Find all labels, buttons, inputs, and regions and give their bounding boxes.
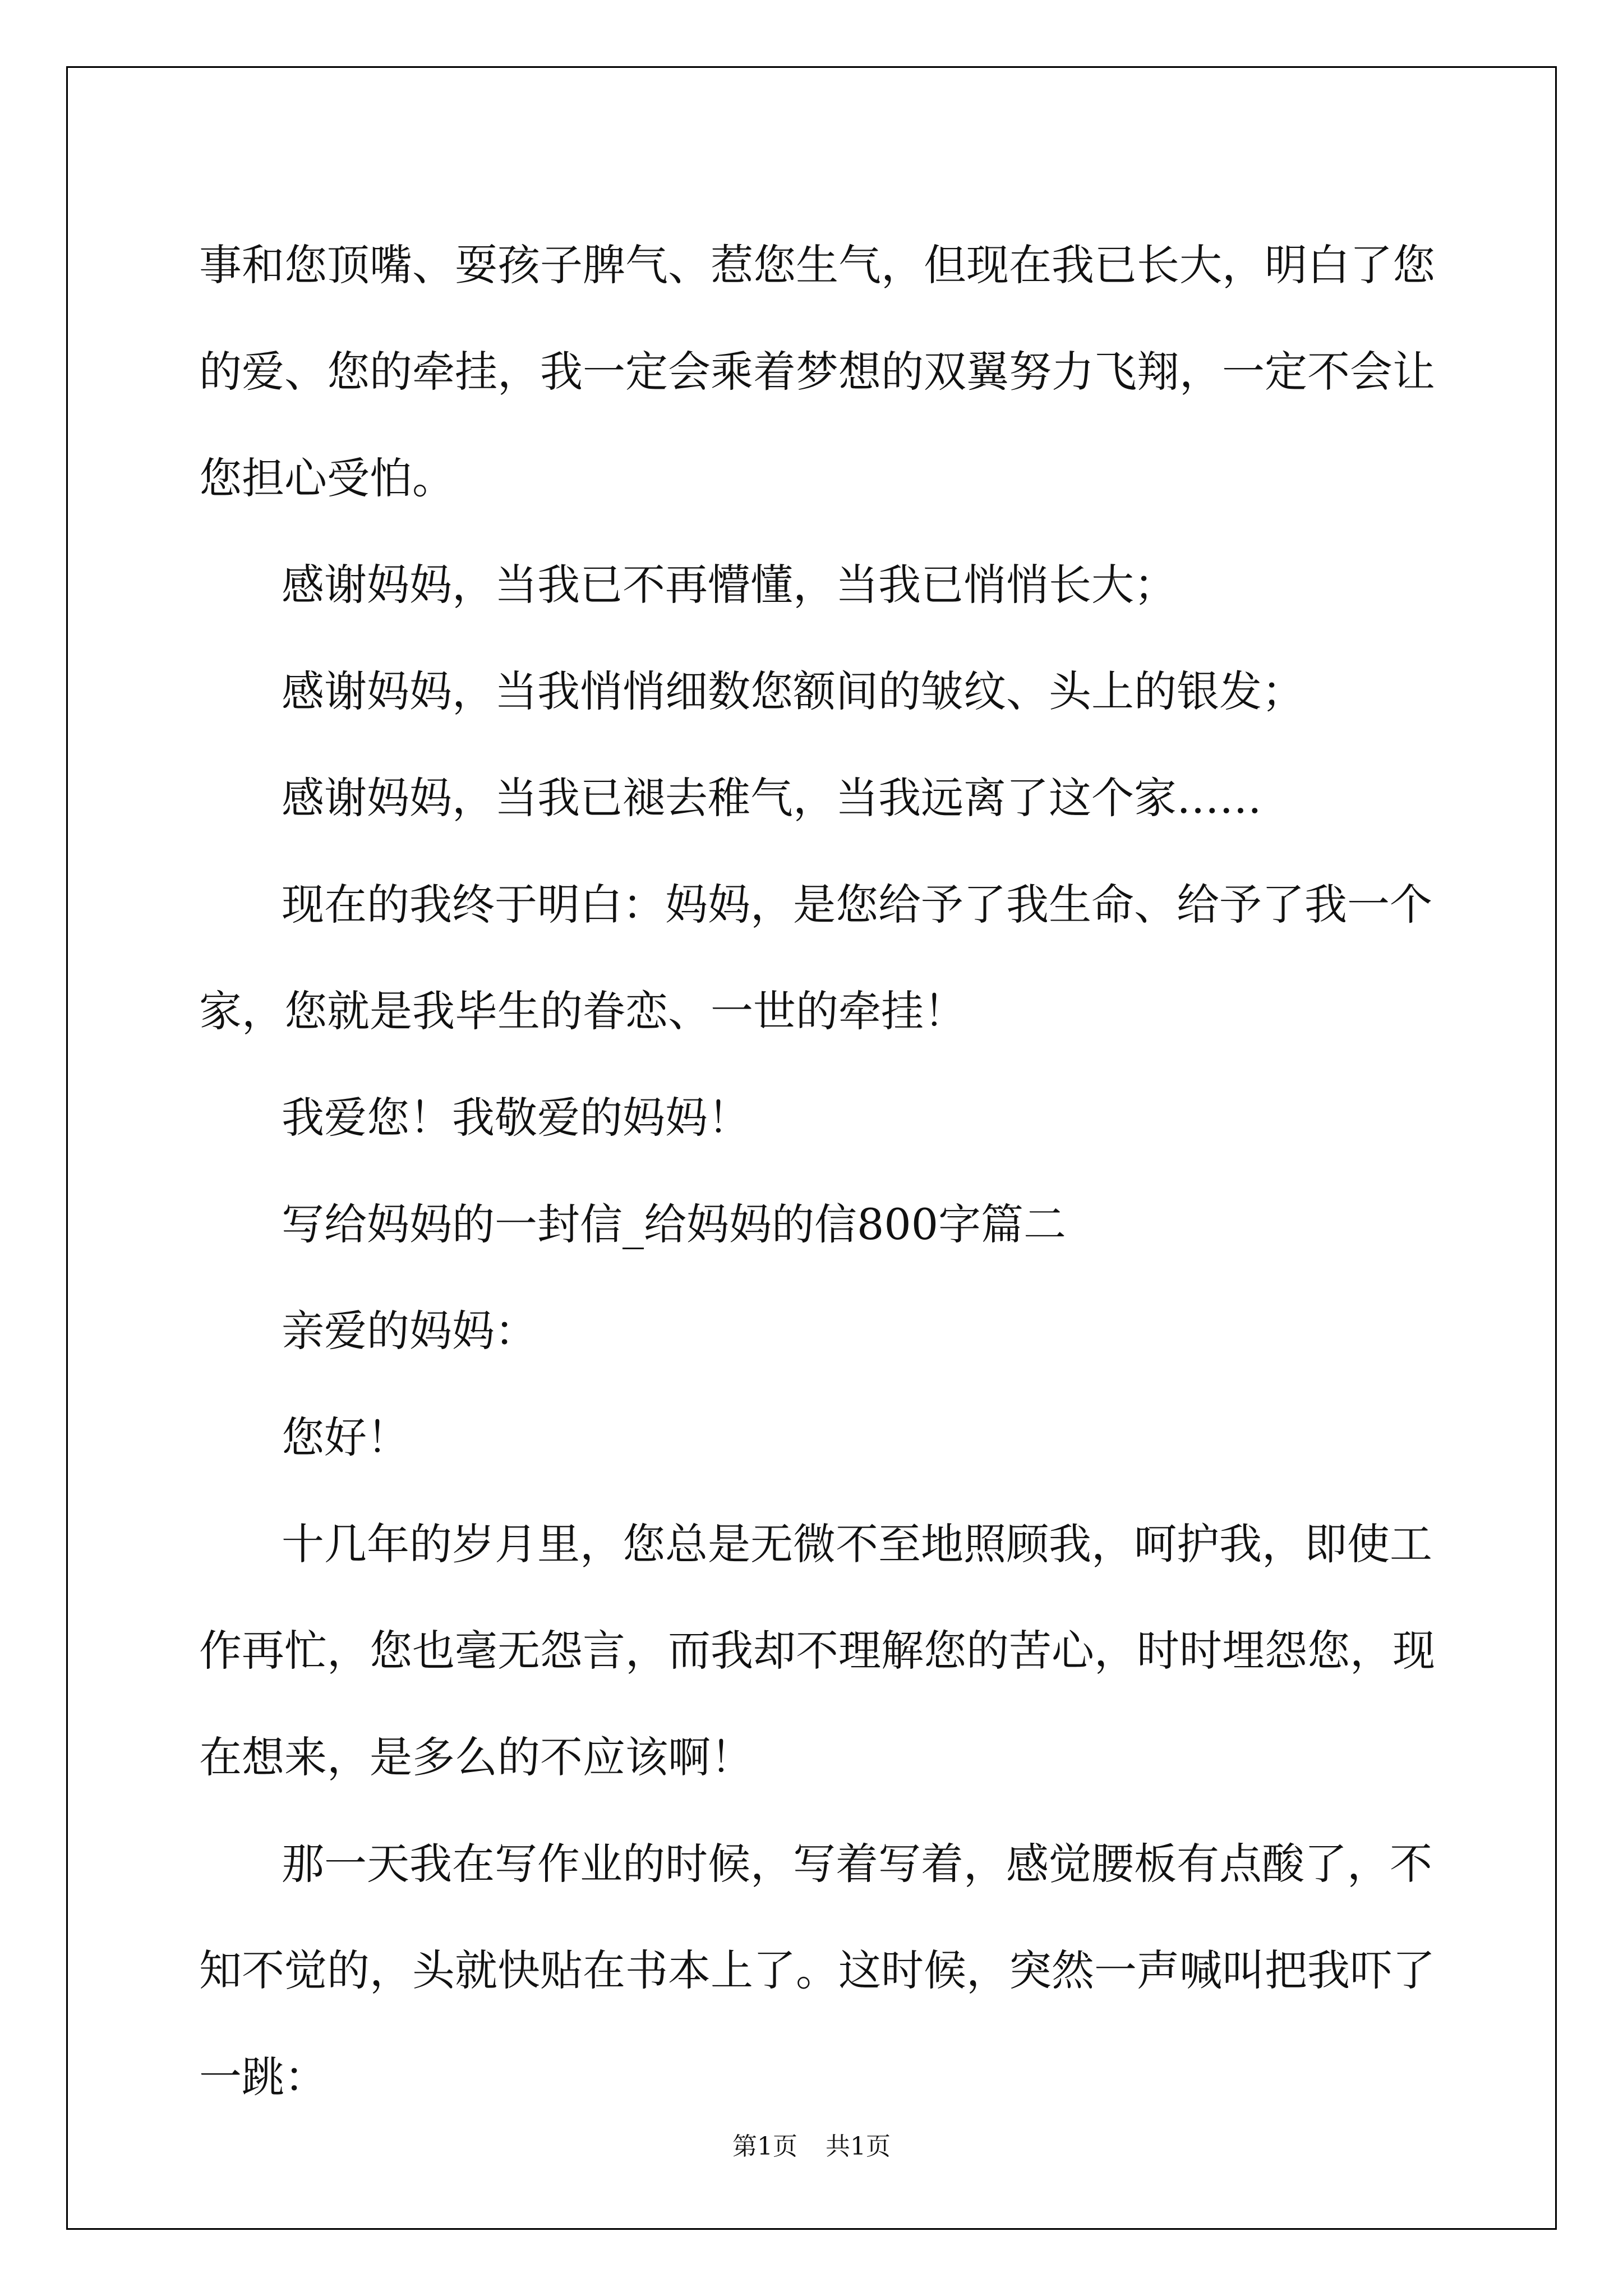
paragraph: 感谢妈妈，当我已不再懵懂，当我已悄悄长大； [282, 560, 1177, 610]
paragraph: 那一天我在写作业的时候，写着写着，感觉腰板有点酸了，不知不觉的，头就快贴在书本上了。这时候，突然一声喊叫把我吓了一跳： [199, 1839, 1435, 2102]
page-number-total: 共1页 [826, 2132, 891, 2161]
document-body [199, 212, 1467, 2131]
letter-salutation: 亲爱的妈妈： [282, 1306, 537, 1356]
page-number-current: 第1页 [732, 2132, 797, 2161]
paragraph: 十几年的岁月里，您总是无微不至地照顾我，呵护我，即使工作再忙，您也毫无怨言，而我却不理解您的苦心，时时埋怨您，现在想来，是多么的不应该啊！ [199, 1519, 1435, 1782]
paragraph: 现在的我终于明白：妈妈，是您给予了我生命、给予了我一个家，您就是我毕生的眷恋、一世的牵挂！ [199, 880, 1432, 1036]
letter-greeting: 您好！ [282, 1412, 409, 1462]
paragraph: 感谢妈妈，当我已褪去稚气，当我远离了这个家…… [282, 773, 1262, 823]
page-footer [0, 2126, 1623, 2162]
section-heading: 写给妈妈的一封信_给妈妈的信800字篇二 [282, 1199, 1067, 1249]
paragraph: 我爱您！我敬爱的妈妈！ [282, 1093, 750, 1143]
paragraph: 事和您顶嘴、耍孩子脾气、惹您生气，但现在我已长大，明白了您的爱、您的牵挂，我一定会乘着梦想的双翼努力飞翔，一定不会让您担心受怕。 [199, 240, 1435, 503]
paragraph: 感谢妈妈，当我悄悄细数您额间的皱纹、头上的银发； [282, 666, 1304, 716]
